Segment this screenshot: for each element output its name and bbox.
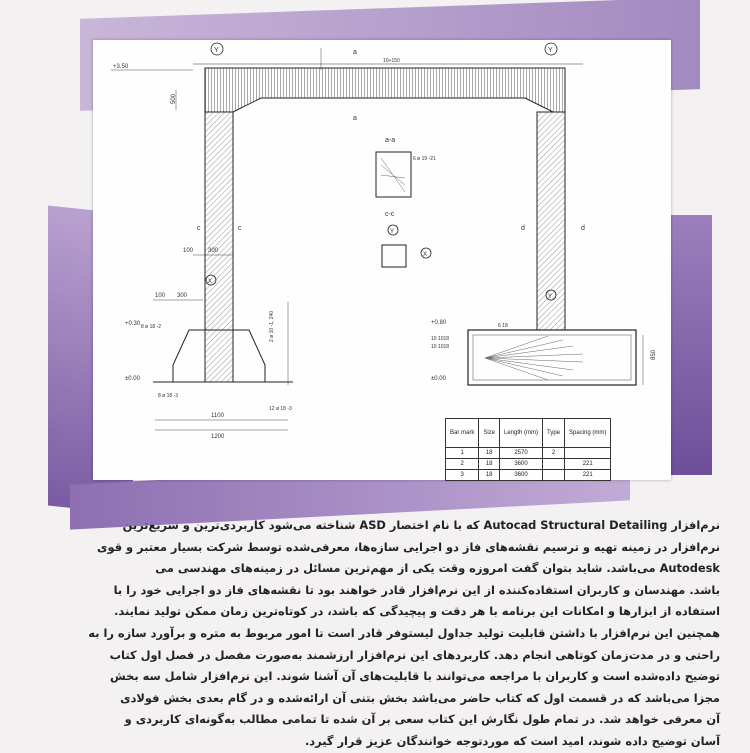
section-mark-d-left: d xyxy=(521,225,525,232)
level-mid-right: +0.80 xyxy=(431,320,447,326)
grid-label-x: X xyxy=(423,252,428,258)
table-cell: 221 xyxy=(565,459,611,470)
table-cell xyxy=(543,459,565,470)
table-cell: 3600 xyxy=(500,459,543,470)
table-cell: 18 xyxy=(479,448,500,459)
bar-label-c: 12 ø 18 -3 xyxy=(269,406,292,412)
text-line: توضیح داده‌شده است و کاربران با مراجعه می‌توانند با قابلیت‌های آن آشنا شوند. این نرم‌افزار شامل سه بخش xyxy=(110,669,720,684)
text-line: نرم‌افزار Autocad Structural Detailing که با نام اختصار ASD شناخته می‌شود کاربردی‌ترین و سریع‌ترین xyxy=(122,518,720,532)
text-line: راحتی و در مدت‌زمان کوتاهی انجام دهد. کاربردهای این نرم‌افزار ارزشمند به‌صورت مفصل در فصل اول کتاب xyxy=(109,647,720,662)
table-cell: 2570 xyxy=(500,448,543,459)
table-header-row xyxy=(446,419,611,448)
bar-label-g: 10 1018 xyxy=(431,344,450,350)
table-header: Length (mm) xyxy=(500,419,543,448)
text-line: آن معرفی خواهد شد. در تمام طول نگارش این کتاب سعی بر آن شده تا تمامی مطالب به‌گونه‌ای کاربردی و xyxy=(124,712,720,727)
bar-label-e: 6 18 xyxy=(498,323,508,329)
section-aa-title: a-a xyxy=(385,137,396,144)
level-zero-left: ±0.00 xyxy=(125,376,140,382)
section-cc-box xyxy=(382,245,406,267)
grid-label-y-left: Y xyxy=(214,47,219,54)
text-line: Autodesk می‌باشد. شاید بتوان گفت امروزه وقت یکی از مهم‌ترین مسائل در زمینه‌های مهندسی می xyxy=(155,561,720,576)
text-line: آسان توضیح داده شوند، امید است که موردتوجه خوانندگان عزیز قرار گیرد. xyxy=(304,733,720,748)
table-cell: 221 xyxy=(565,470,611,481)
text-line: استفاده از ابزارها و امکانات این برنامه با هر دقت و پیچیدگی که باشد، در کوتاه‌ترین زمان ممکن تولید نمایند. xyxy=(114,604,720,619)
dim-300-b: 300 xyxy=(177,293,188,299)
grid-label-y-center: Y xyxy=(390,229,395,235)
section-mark-c-left: c xyxy=(197,225,201,232)
table-header: Spacing (mm) xyxy=(565,419,611,448)
beam-top-note: 10+150 xyxy=(383,58,400,64)
text-line: مجزا می‌باشد که در قسمت اول که کتاب حاضر می‌باشد بخش بتنی آن ارائه‌شده و در گام بعدی بخش فولادی xyxy=(120,690,720,705)
table-cell: 2 xyxy=(543,448,565,459)
dim-100-b: 100 xyxy=(155,293,166,299)
section-mark-a-top: a xyxy=(353,49,357,56)
body-text xyxy=(30,515,720,753)
table-cell: 2 xyxy=(446,459,479,470)
table-cell: 18 xyxy=(479,459,500,470)
section-cc-title: c-c xyxy=(385,211,395,218)
table-cell: 3600 xyxy=(500,470,543,481)
section-aa-bar: 6 ø 19 -21 xyxy=(413,156,436,162)
structural-drawing xyxy=(93,40,671,480)
drawing-sheet xyxy=(93,40,671,480)
table-header: Type xyxy=(543,419,565,448)
table-cell: 3 xyxy=(446,470,479,481)
table-header: Bar mark xyxy=(446,419,479,448)
dim-300-a: 300 xyxy=(208,248,219,254)
grid-label-y-col: Y xyxy=(548,294,553,300)
bar-label-a: 8 ø 18 -2 xyxy=(141,324,162,330)
dim-1100: 1100 xyxy=(211,413,224,419)
text-line: نرم‌افزار در زمینه تهیه و ترسیم نقشه‌های فاز دو اجرایی سازه‌ها، معرفی‌شده توسط شرکت بسیار معتبر و قوی xyxy=(97,539,720,554)
level-top: +3.50 xyxy=(113,64,129,70)
level-mid-left: +0.30 xyxy=(125,321,141,327)
section-mark-c-right: c xyxy=(238,225,242,232)
bar-label-f: 10 1018 xyxy=(431,336,450,342)
table-row xyxy=(446,470,611,481)
dim-850: 850 xyxy=(651,349,657,360)
dim-500: 500 xyxy=(171,93,177,104)
right-footing xyxy=(468,330,636,385)
table-cell: 18 xyxy=(479,470,500,481)
level-zero-right: ±0.00 xyxy=(431,376,446,382)
grid-label-x-col: X xyxy=(208,279,213,285)
section-mark-a-bottom: a xyxy=(353,115,357,122)
left-column xyxy=(205,112,233,382)
table-cell: 1 xyxy=(446,448,479,459)
frame-beam xyxy=(193,64,583,112)
text-line: همچنین این نرم‌افزار با داشتن قابلیت تولید جداول لیستوفر قادر است تا امور مربوط به متره و برآورد سازه را به xyxy=(88,625,720,640)
section-mark-d-right: d xyxy=(581,225,585,232)
table-row xyxy=(446,459,611,470)
bar-label-d: 2 ø 10 -1, 240 xyxy=(269,310,275,342)
table-cell xyxy=(543,470,565,481)
dim-100-a: 100 xyxy=(183,248,194,254)
grid-label-y-right: Y xyxy=(548,47,553,54)
bar-schedule-table xyxy=(445,418,611,481)
table-header: Size xyxy=(479,419,500,448)
table-row xyxy=(446,448,611,459)
dim-1200: 1200 xyxy=(211,434,225,440)
text-line: باشد. مهندسان و کاربران استفاده‌کننده از این نرم‌افزار قادر خواهند بود تا نقشه‌های فاز دو اجرایی خود را با xyxy=(113,582,720,597)
bar-label-b: 8 ø 18 -3 xyxy=(158,393,179,399)
table-cell xyxy=(565,448,611,459)
